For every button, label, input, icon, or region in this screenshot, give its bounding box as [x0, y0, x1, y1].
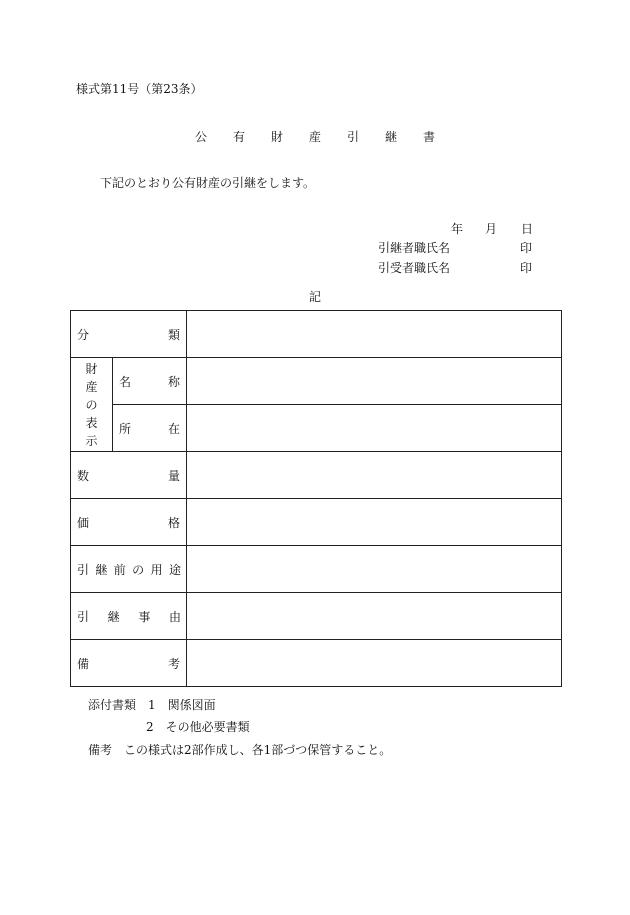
reason-label: 引 継 事 由: [71, 593, 187, 640]
document-title: [0, 128, 630, 145]
classification-label: 分 類: [71, 311, 187, 358]
title-char: 産: [308, 130, 321, 144]
row-reason: [71, 593, 562, 640]
year-label: 年: [451, 222, 464, 236]
form-number: 様式第11号（第23条）: [76, 82, 203, 96]
property-display-label: 財 産 の 表 示: [71, 358, 113, 452]
seal-mark: 印: [520, 241, 533, 255]
name-value[interactable]: [187, 358, 562, 405]
classification-value[interactable]: [187, 311, 562, 358]
row-remarks: [71, 640, 562, 687]
remarks-label: 備 考: [71, 640, 187, 687]
title-char: 引: [347, 130, 360, 144]
seal-mark: 印: [520, 261, 533, 275]
reason-value[interactable]: [187, 593, 562, 640]
property-transfer-table: [70, 310, 562, 687]
transferor-signature: [378, 239, 533, 256]
location-value[interactable]: [187, 405, 562, 452]
title-char: 公: [194, 130, 207, 144]
price-value[interactable]: [187, 499, 562, 546]
title-char: 有: [232, 130, 245, 144]
title-char: 書: [423, 130, 436, 144]
intro-text: 下記のとおり公有財産の引継をします。: [100, 176, 316, 190]
transferee-signature: [378, 259, 533, 276]
row-price: [71, 499, 562, 546]
row-classification: [71, 311, 562, 358]
row-name: [71, 358, 562, 405]
month-label: 月: [485, 222, 498, 236]
remark-note: 備考 この様式は2部作成し、各1部づつ保管すること。: [88, 743, 392, 757]
quantity-label: 数 量: [71, 452, 187, 499]
remarks-value[interactable]: [187, 640, 562, 687]
ki-heading: 記: [308, 290, 321, 304]
title-char: 継: [385, 130, 398, 144]
price-label: 価 格: [71, 499, 187, 546]
day-label: 日: [521, 222, 534, 236]
attachment-note-2: 2 その他必要書類: [146, 720, 250, 734]
transferor-label: 引継者職氏名: [378, 241, 451, 255]
location-label: 所 在: [113, 405, 187, 452]
row-quantity: [71, 452, 562, 499]
prior-use-label: 引 継 前 の 用 途: [71, 546, 187, 593]
row-location: [71, 405, 562, 452]
quantity-value[interactable]: [187, 452, 562, 499]
row-prior-use: [71, 546, 562, 593]
transferee-label: 引受者職氏名: [378, 261, 451, 275]
name-label: 名 称: [113, 358, 187, 405]
attachment-note-1: 添付書類 1 関係図面: [88, 698, 216, 712]
prior-use-value[interactable]: [187, 546, 562, 593]
title-char: 財: [270, 130, 283, 144]
